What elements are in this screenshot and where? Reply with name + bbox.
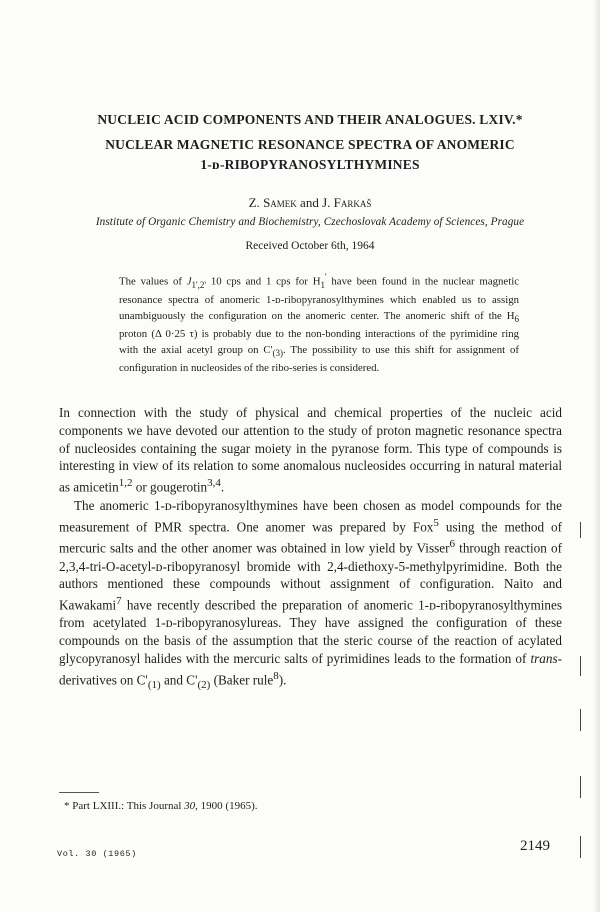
citation-ref: 3,4 xyxy=(207,477,221,490)
institute-affiliation: Institute of Organic Chemistry and Biochemistry, Czechoslovak Academy of Sciences, Prague xyxy=(95,216,525,228)
journal-volume-ref: Vol. 30 (1965) xyxy=(57,849,137,859)
scan-shadow-edge xyxy=(593,0,600,912)
footnote-volume: 30 xyxy=(184,800,196,812)
paragraph-text: (Baker rule xyxy=(210,672,274,688)
footnote-rule xyxy=(59,792,99,793)
carbon-subscript: (1) xyxy=(147,678,161,691)
citation-ref: 6 xyxy=(449,538,455,551)
author-1-surname: Samek xyxy=(263,195,297,210)
abstract-text: have been found in the nuclear magnetic resonance spectra of anomeric 1-ᴅ-ribopyranosylthymines which enabled us to assign unambiguously the configuration on the anomeric center. The anomeric shift of the H xyxy=(119,275,520,322)
abstract-text: proton (Δ 0·25 τ) is probably due to the non-bonding interactions of the pyrimidine ring with the axial acetyl group on C' xyxy=(119,328,519,356)
margin-mark xyxy=(580,776,581,798)
footnote xyxy=(64,800,258,812)
trans-italic: trans xyxy=(530,650,558,666)
footnote-text: , 1900 (1965). xyxy=(195,800,258,812)
paragraph-text: The anomeric 1-ᴅ-ribopyranosylthymines have been chosen as model compounds for the measurement of PMR spectra. One anomer was prepared by Fox xyxy=(59,498,562,535)
paragraph-text: and C' xyxy=(160,672,198,688)
paragraph-text: using the method of mercuric salts and the other anomer was obtained in low yield by Visser xyxy=(59,519,563,556)
margin-mark xyxy=(580,656,581,676)
paragraph-text: ). xyxy=(278,672,287,688)
paragraph-text: or gougerotin xyxy=(132,479,208,495)
paragraph-text: . xyxy=(220,479,225,495)
author-2-initial: J. xyxy=(322,195,334,210)
coupling-subscript: 1',2' xyxy=(191,279,207,290)
citation-ref: 5 xyxy=(433,517,439,530)
paragraph-2 xyxy=(59,497,562,694)
author-2-surname: Farkaš xyxy=(333,195,372,210)
abstract-text: . The possibility to use this shift for assignment of configuration in nucleosides of the ribo-series is considered. xyxy=(119,343,519,375)
proton-subscript: 6 xyxy=(514,313,519,324)
paragraph-1 xyxy=(59,404,562,496)
received-date: Received October 6th, 1964 xyxy=(245,240,375,252)
citation-ref: 8 xyxy=(273,669,279,682)
carbon-subscript: (3) xyxy=(272,347,284,358)
citation-ref: 1,2 xyxy=(118,477,133,490)
abstract-text: The values of xyxy=(119,275,187,288)
proton-subscript: 1 xyxy=(320,279,325,290)
author-connector: and xyxy=(296,195,323,210)
proton-prime: ' xyxy=(325,272,327,282)
body-text xyxy=(59,404,562,695)
abstract-text: 10 cps and 1 cps for H xyxy=(206,275,321,288)
author-1-initial: Z. xyxy=(248,195,264,210)
margin-mark xyxy=(580,522,581,538)
authors xyxy=(60,195,560,211)
title-line-2: NUCLEAR MAGNETIC RESONANCE SPECTRA OF ANOMERIC xyxy=(105,137,515,152)
paragraph-text: through reaction of 2,3,4-tri-O-acetyl-ᴅ-ribopyranosyl bromide with 2,4-diethoxy-5-methylpyrimidine. Both the authors mentioned these compounds without assignment of configuration. Naito and Kawakami xyxy=(59,540,562,613)
title-line-3: 1-ᴅ-RIBOPYRANOSYLTHYMINES xyxy=(200,157,420,172)
title-line-1: NUCLEIC ACID COMPONENTS AND THEIR ANALOGUES. LXIV.* xyxy=(97,112,523,127)
citation-ref: 7 xyxy=(116,595,122,608)
paragraph-text: have recently described the preparation of anomeric 1-ᴅ-ribopyranosylthymines from acetylated 1-ᴅ-ribopyranosylureas. They have assigned the configuration of these compounds on the basis of the assumption that the steric course of the reaction of acylated glycopyranosyl halides with the mercuric salts of pyrimidines leads to the formation of xyxy=(59,597,562,666)
paragraph-text: -derivatives on C' xyxy=(59,650,562,688)
coupling-symbol: J xyxy=(186,275,192,288)
margin-mark xyxy=(580,709,581,731)
margin-mark xyxy=(580,836,581,858)
footnote-text: * Part LXIII.: This Journal xyxy=(64,800,185,812)
paragraph-text: In connection with the study of physical and chemical properties of the nucleic acid components we have devoted our attention to the study of proton magnetic resonance spectra of nucleosides containing the sugar moiety in the pyranose form. This type of compounds is interesting in view of its relation to some anomalous nucleosides occurring in natural material as amicetin xyxy=(59,405,562,495)
abstract xyxy=(119,270,519,377)
carbon-subscript: (2) xyxy=(197,678,211,691)
page-number: 2149 xyxy=(520,838,550,854)
